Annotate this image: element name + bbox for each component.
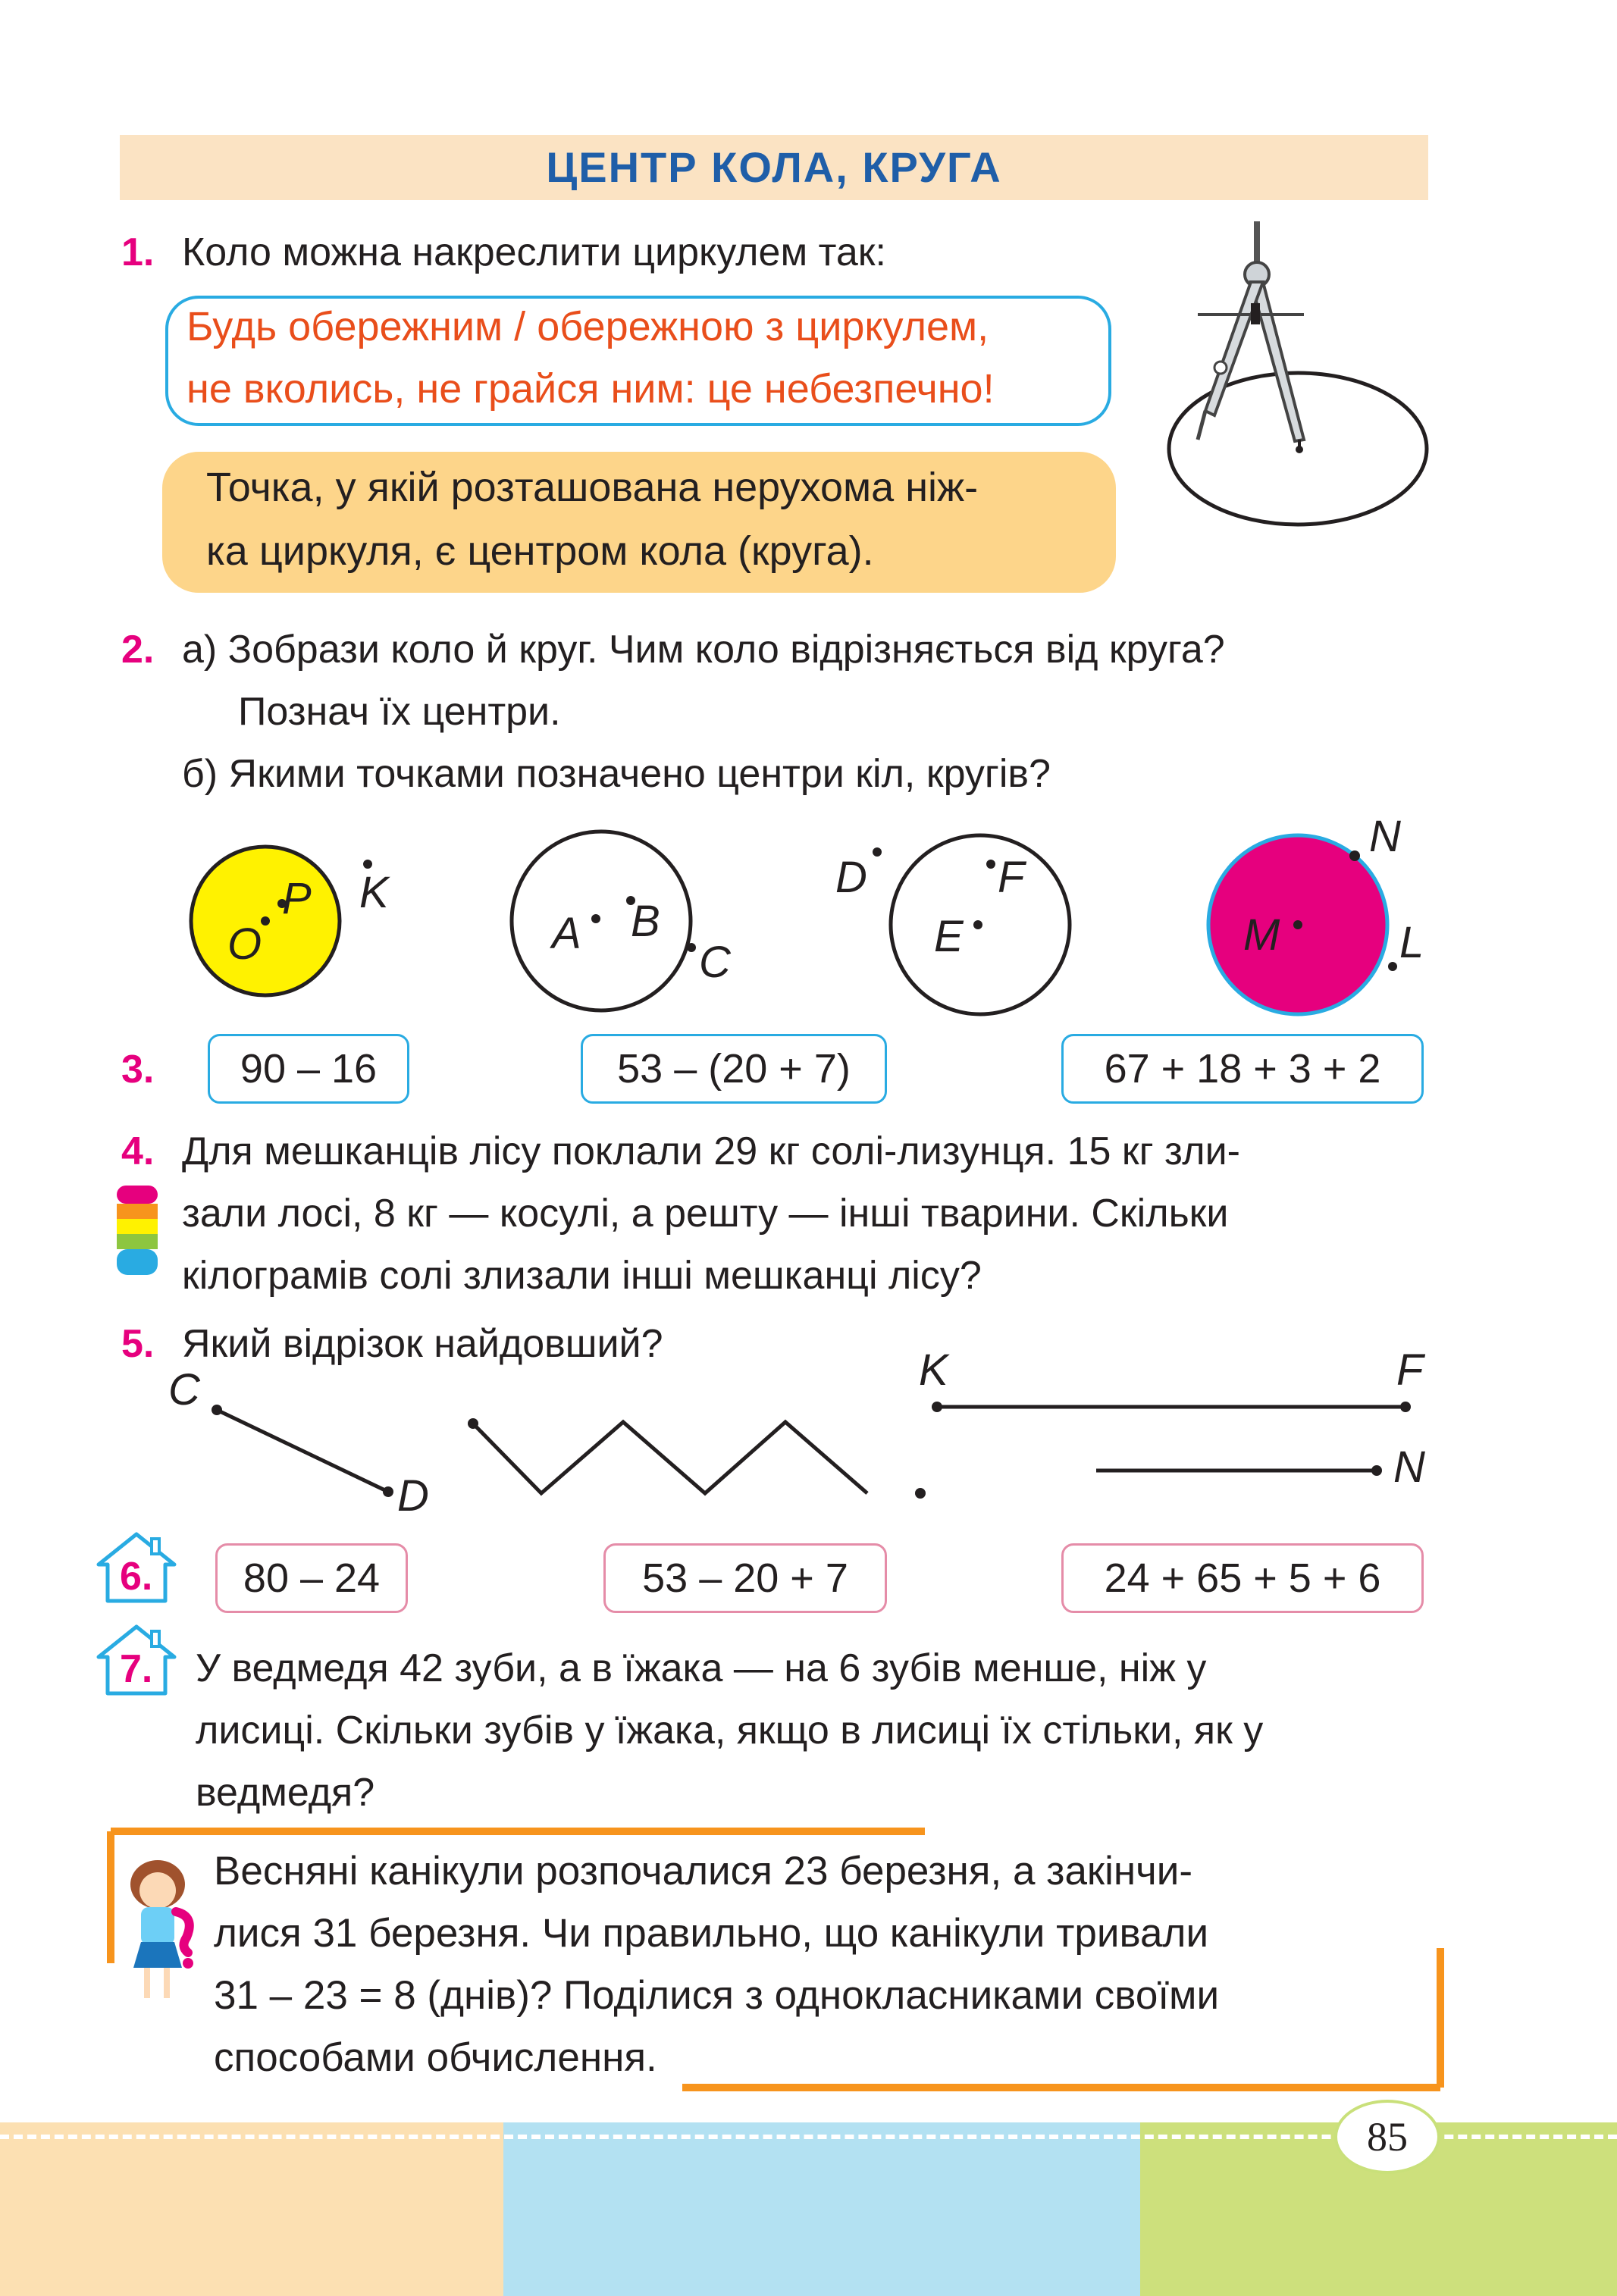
- expression-box: 67 + 18 + 3 + 2: [1061, 1034, 1424, 1104]
- point-label-f: F: [998, 853, 1025, 902]
- zigzag-end-fix: [0, 1380, 1617, 1531]
- task4-line-1: Для мешканців лісу поклали 29 кг солі-лизунця. 15 кг зли-: [182, 1129, 1240, 1173]
- rule-line-2: ка циркуля, є центром кола (круга).: [206, 528, 874, 574]
- difficulty-scale-icon: [114, 1182, 161, 1281]
- expression-box: 90 – 16: [208, 1034, 409, 1104]
- problem-line-4: способами обчислення.: [214, 2035, 657, 2080]
- task7-number: 7.: [120, 1647, 153, 1691]
- task2-a-line1: а) Зобрази коло й круг. Чим коло відрізняється від круга?: [182, 628, 1225, 672]
- task7-line-1: У ведмедя 42 зуби, а в їжака — на 6 зубів менше, ніж у: [196, 1646, 1207, 1690]
- task1-text: Коло можна накреслити циркулем так:: [182, 230, 886, 274]
- point-label-b: B: [631, 897, 660, 946]
- task4-line-2: зали лосі, 8 кг — косулі, а решту — інші тварини. Скільки: [182, 1192, 1229, 1236]
- point-label-k: K: [359, 868, 389, 917]
- task2-a-line2: Познач їх центри.: [238, 690, 561, 734]
- point-label-e: E: [934, 912, 964, 961]
- point-label-d: D: [835, 853, 867, 902]
- segment-label-n: N: [1393, 1442, 1425, 1492]
- point-label-p: P: [282, 874, 312, 923]
- expression-box: 80 – 24: [215, 1543, 408, 1613]
- girl-illustration-icon: [114, 1857, 205, 2016]
- segment-label-k: K: [919, 1345, 948, 1395]
- point-label-l: L: [1399, 918, 1424, 967]
- task4-line-3: кілограмів солі злизали інші мешканці лісу?: [182, 1254, 982, 1298]
- white-circle-1: [512, 832, 691, 1010]
- expression-box: 53 – 20 + 7: [603, 1543, 887, 1613]
- task5-number: 5.: [121, 1322, 155, 1366]
- task6-number: 6.: [120, 1555, 153, 1599]
- segment-label-c: C: [168, 1365, 200, 1414]
- problem-line-2: лися 31 березня. Чи правильно, що канікули тривали: [214, 1911, 1209, 1956]
- point-label-c: C: [699, 938, 731, 987]
- footer-stripe-blue: [503, 2122, 1140, 2296]
- warning-line-1: Будь обережним / обережною з циркулем,: [186, 304, 989, 349]
- point-label-o: O: [227, 919, 262, 969]
- task7-line-2: лисиці. Скільки зубів у їжака, якщо в лисиці їх стільки, як у: [196, 1709, 1264, 1753]
- page-number: 85: [1334, 2100, 1440, 2174]
- expression-box: 53 – (20 + 7): [581, 1034, 887, 1104]
- problem-line-1: Весняні канікули розпочалися 23 березня, а закінчи-: [214, 1849, 1193, 1893]
- point-label-a: A: [552, 909, 581, 958]
- segment-label-f: F: [1396, 1345, 1424, 1395]
- task7-line-3: ведмедя?: [196, 1771, 375, 1815]
- point-label-m: M: [1243, 910, 1280, 960]
- task2-b-line: б) Якими точками позначено центри кіл, кругів?: [182, 752, 1051, 796]
- point-label-n: N: [1369, 812, 1401, 861]
- task3-number: 3.: [121, 1048, 155, 1092]
- warning-line-2: не вколись, не грайся ним: це небезпечно!: [186, 366, 995, 412]
- task5-text: Який відрізок найдовший?: [182, 1322, 663, 1366]
- footer-stripe-orange: [0, 2122, 503, 2296]
- compass-drawing-icon: [1152, 212, 1440, 538]
- expression-box: 24 + 65 + 5 + 6: [1061, 1543, 1424, 1613]
- problem-line-3: 31 – 23 = 8 (днів)? Поділися з однокласниками своїми: [214, 1973, 1220, 2018]
- task1-number: 1.: [121, 230, 155, 274]
- segment-label-d: D: [397, 1471, 429, 1521]
- task2-number: 2.: [121, 628, 155, 672]
- task4-number: 4.: [121, 1129, 155, 1173]
- rule-line-1: Точка, у якій розташована нерухома ніж-: [206, 465, 979, 510]
- page-title: ЦЕНТР КОЛА, КРУГА: [546, 143, 1002, 191]
